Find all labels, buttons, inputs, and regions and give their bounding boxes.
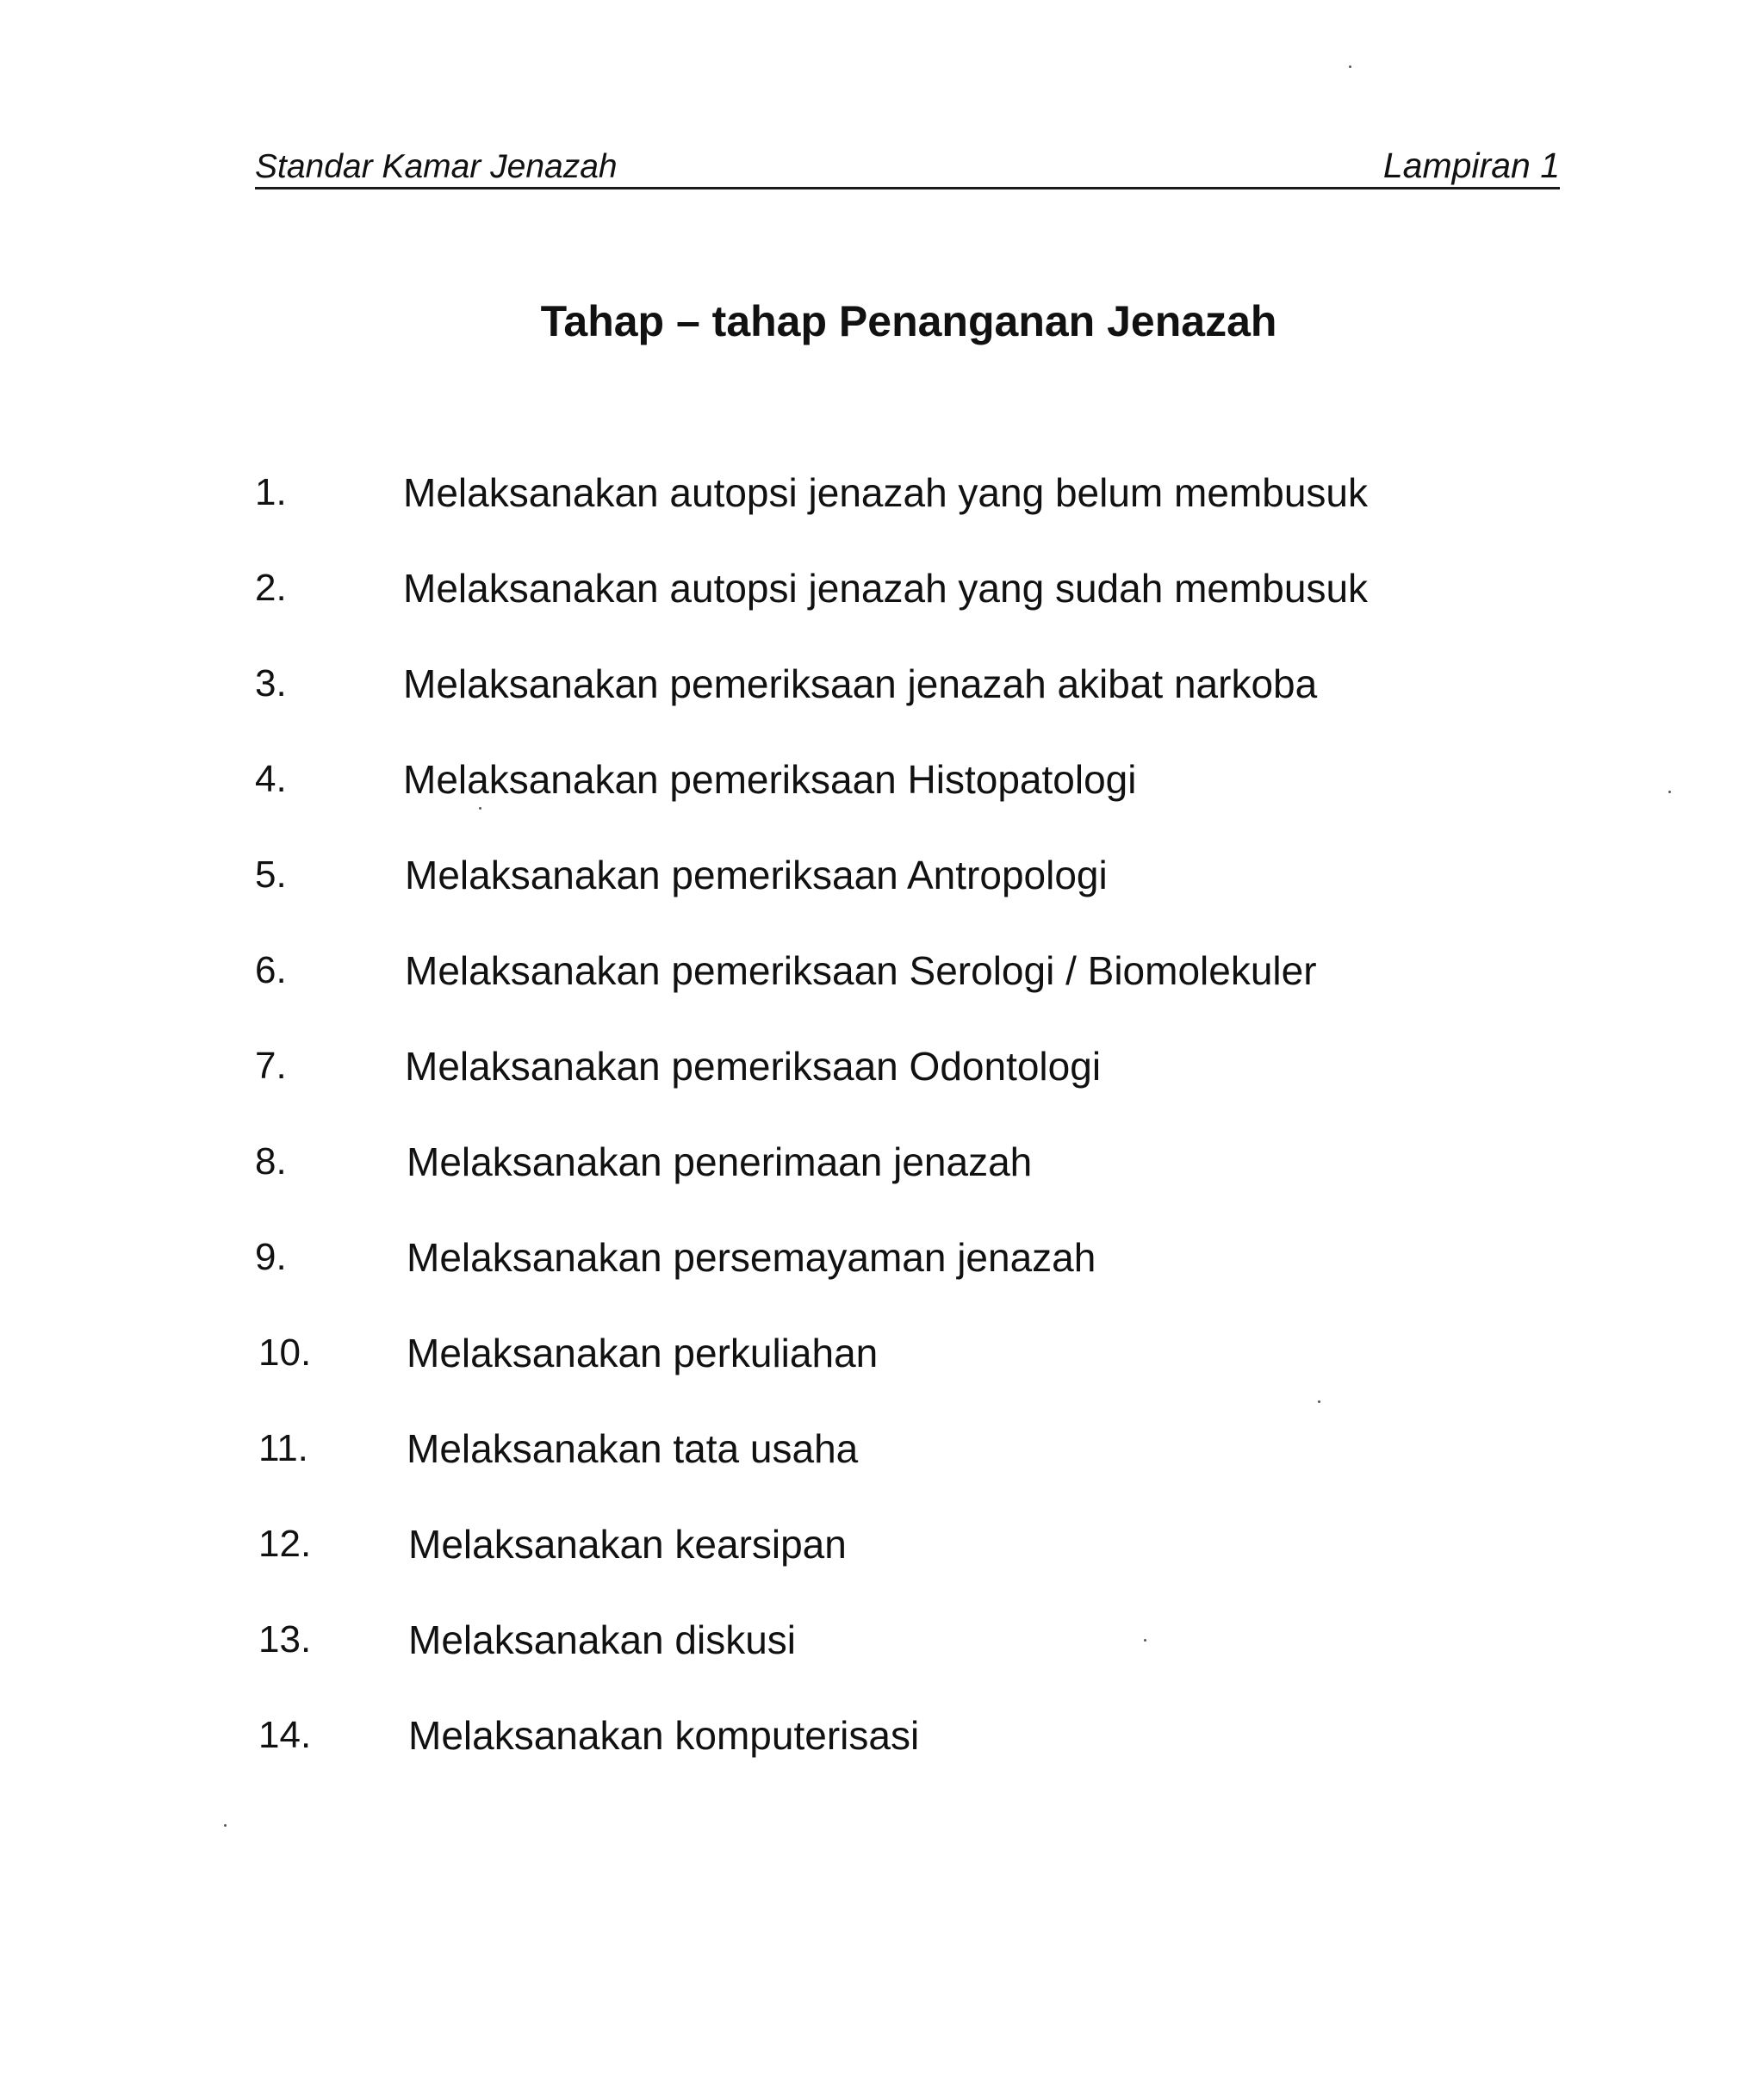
item-number: 6. bbox=[255, 949, 287, 991]
list-item bbox=[0, 1614, 1764, 1666]
scan-speck bbox=[1349, 65, 1351, 68]
item-number: 10. bbox=[258, 1332, 312, 1374]
item-number: 5. bbox=[255, 854, 287, 896]
item-number: 7. bbox=[255, 1045, 287, 1087]
scan-speck bbox=[1668, 791, 1671, 793]
item-text: Melaksanakan autopsi jenazah yang belum membusuk bbox=[403, 470, 1368, 515]
scan-speck bbox=[479, 807, 481, 810]
list-item bbox=[0, 1136, 1764, 1188]
item-number: 1. bbox=[255, 471, 287, 513]
scan-speck bbox=[1144, 1639, 1146, 1642]
item-number: 3. bbox=[255, 662, 287, 705]
item-number: 12. bbox=[258, 1523, 312, 1565]
scan-speck bbox=[224, 1824, 227, 1827]
item-number: 14. bbox=[258, 1714, 312, 1756]
item-text: Melaksanakan penerimaan jenazah bbox=[407, 1139, 1033, 1184]
item-text: Melaksanakan persemayaman jenazah bbox=[407, 1235, 1096, 1280]
scan-speck bbox=[1318, 1400, 1320, 1403]
list-item bbox=[0, 1710, 1764, 1761]
item-text: Melaksanakan kearsipan bbox=[408, 1522, 847, 1567]
list-item bbox=[0, 945, 1764, 996]
header-document-title: Standar Kamar Jenazah bbox=[255, 148, 618, 185]
list-item bbox=[0, 1232, 1764, 1283]
list-item bbox=[0, 1518, 1764, 1570]
item-number: 8. bbox=[255, 1140, 287, 1183]
list-item bbox=[0, 1040, 1764, 1092]
list-item bbox=[0, 754, 1764, 805]
item-text: Melaksanakan komputerisasi bbox=[408, 1713, 920, 1758]
item-text: Melaksanakan pemeriksaan jenazah akibat narkoba bbox=[403, 661, 1318, 706]
item-text: Melaksanakan autopsi jenazah yang sudah membusuk bbox=[403, 566, 1369, 611]
list-item bbox=[0, 467, 1764, 518]
item-text: Melaksanakan pemeriksaan Antropologi bbox=[405, 853, 1108, 897]
item-number: 2. bbox=[255, 567, 287, 609]
item-text: Melaksanakan pemeriksaan Histopatologi bbox=[403, 757, 1137, 802]
list-item bbox=[0, 1423, 1764, 1474]
list-item bbox=[0, 849, 1764, 901]
item-number: 4. bbox=[255, 758, 287, 800]
list-item bbox=[0, 562, 1764, 614]
item-number: 9. bbox=[255, 1236, 287, 1278]
list-item bbox=[0, 658, 1764, 710]
page-title: Tahap – tahap Penanganan Jenazah bbox=[540, 297, 1277, 345]
item-text: Melaksanakan pemeriksaan Serologi / Biomolekuler bbox=[405, 948, 1317, 993]
header-attachment-label: Lampiran 1 bbox=[1382, 146, 1560, 185]
list-item bbox=[0, 1327, 1764, 1379]
item-text: Melaksanakan pemeriksaan Odontologi bbox=[405, 1044, 1102, 1089]
item-number: 13. bbox=[258, 1618, 312, 1661]
item-text: Melaksanakan tata usaha bbox=[407, 1426, 859, 1471]
item-text: Melaksanakan diskusi bbox=[408, 1617, 797, 1662]
item-text: Melaksanakan perkuliahan bbox=[407, 1331, 879, 1375]
item-number: 11. bbox=[258, 1427, 308, 1469]
